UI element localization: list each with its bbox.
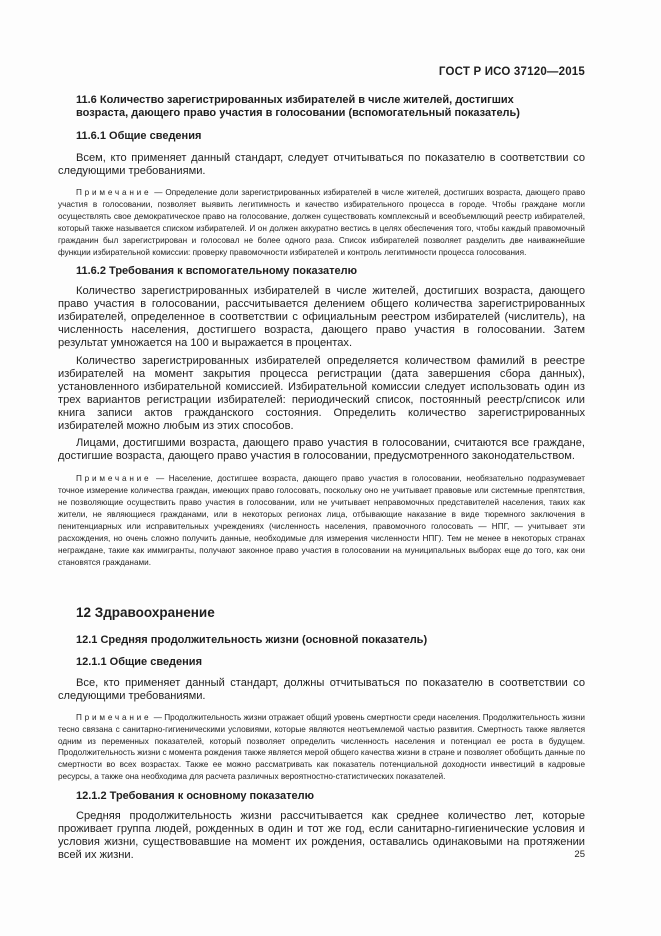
note-label: Примечание	[76, 712, 152, 722]
page-number: 25	[574, 849, 585, 860]
note-text: — Определение доли зарегистрированных избирателей в числе жителей, достигших возраста, дающего право участия в голосовании, позволяет выявить легитимность и качество избирательного процесса в городе. Чтобы граждане могли осуществлять свое демократическое право на голосование, должен существовать комплексный и всеобъемлющий реестр избирателей, который также называется списком избирателей. И он должен аккуратно вестись в целях обеспечения того, чтобы каждый правомочный гражданин был зарегистрирован и голосовал не более одного раза. Список избирателей позволяет разделить две наиважнейшие функции избирательной комиссии: проверку правомочности избирателей и контроль легитимности процесса голосования.	[58, 188, 585, 257]
page-content	[58, 94, 585, 862]
section-11-6-1-title: 11.6.1 Общие сведения	[76, 130, 202, 142]
note-text: — Продолжительность жизни отражает общий уровень смертности среди населения. Продолжительность жизни тесно связана с санитарно-гигиеническими условиями, которые являются неотъемлемой частью развития. Смертность также является одним из переменных показателей, который позволяет определить численность населения и потенциал ее роста в будущем. Продолжительность жизни с момента рождения также является мерой общего качества жизни в стране и позволяет обобщить данные по смертности во всех возрастах. Также ее можно рассматривать как показатель потенциальной доходности инвестиций в кадровые ресурсы, а также она необходима для расчета различных вероятностно-статистических показателей.	[58, 712, 585, 782]
section-11-6-2-title: 11.6.2 Требования к вспомогательному показателю	[76, 265, 358, 278]
paragraph-11-6-2-b: Количество зарегистрированных избирателей определяется количеством фамилий в реестре избирателей на момент закрытия процесса регистрации (дата завершения сбора данных), установленного избирательной комиссией. Избирательной комиссии следует использовать один из трех вариантов регистрации избирателей: периодический список, постоянный реестр/список или книга записи актов гражданского состояния. Определить количество зарегистрированных избирателей можно любым из этих способов.	[58, 355, 585, 433]
section-12-1-2-title: 12.1.2 Требования к основному показателю	[76, 790, 314, 803]
note-label: Примечание	[76, 188, 152, 197]
section-12-1-1-title: 12.1.1 Общие сведения	[76, 655, 202, 668]
section-12-1-title: 12.1 Средняя продолжительность жизни (основной показатель)	[76, 633, 428, 646]
note-12-1-1	[58, 712, 585, 783]
chapter-12-title: 12 Здравоохранение	[76, 604, 215, 620]
note-text: — Население, достигшее возраста, дающего право участия в голосовании, необязательно подразумевает точное измерение количества граждан, имеющих право голосовать, поскольку оно не учитывает правовые или системные препятствия, не позволяющие осуществить право участия в голосовании, или не учитывает неправомочных представителей населения, таких как жители, не являющиеся гражданами, или в некоторых регионах лица, отбывающие наказание в виде тюремного заключения в пенитенциарных или исправительных учреждениях (численность населения, правомочного голосовать — НПГ, — учитывает эти расхождения, но очень сложно получить данные, необходимые для измерения численности НПГ). Тем не менее в некоторых странах неграждане, такие как иммигранты, получают законное право участия в голосовании на муниципальных выборах еще до того, как они становятся гражданами.	[58, 474, 585, 567]
paragraph-12-1-2: Средняя продолжительность жизни рассчитывается как среднее количество лет, которые проживает группа людей, рожденных в один и тот же год, если санитарно-гигиенические условия и условия жизни, существовавшие на момент их рождения, оставались одинаковыми на протяжении всей их жизни.	[58, 810, 585, 862]
paragraph-11-6-2-a: Количество зарегистрированных избирателей в числе жителей, достигших возраста, дающего право участия в голосовании, рассчитывается делением общего количества зарегистрированных избирателей, определенное в соответствии с официальным реестром избирателей (числитель), на численность населения, достигшего возраста, дающего право участия в голосовании. Затем результат умножается на 100 и выражается в процентах.	[58, 285, 585, 350]
note-11-6-2	[58, 473, 585, 568]
standard-header: ГОСТ Р ИСО 37120—2015	[438, 66, 585, 78]
paragraph-11-6-2-c: Лицами, достигшими возраста, дающего право участия в голосовании, считаются все граждане, достигшие возраста, дающего право участия в голосовании, предусмотренного законодательством.	[58, 437, 585, 463]
paragraph-12-1-1: Все, кто применяет данный стандарт, должны отчитываться по показателю в соответствии со следующими требованиями.	[58, 676, 585, 702]
paragraph-11-6-1: Всем, кто применяет данный стандарт, следует отчитываться по показателю в соответствии со следующими требованиями.	[58, 152, 585, 177]
section-11-6-title: 11.6 Количество зарегистрированных избирателей в числе жителей, достигших возраста, дающего право участия в голосовании (вспомогательный показатель)	[76, 94, 520, 119]
note-11-6-1	[58, 187, 585, 258]
note-label: Примечание	[76, 474, 152, 484]
